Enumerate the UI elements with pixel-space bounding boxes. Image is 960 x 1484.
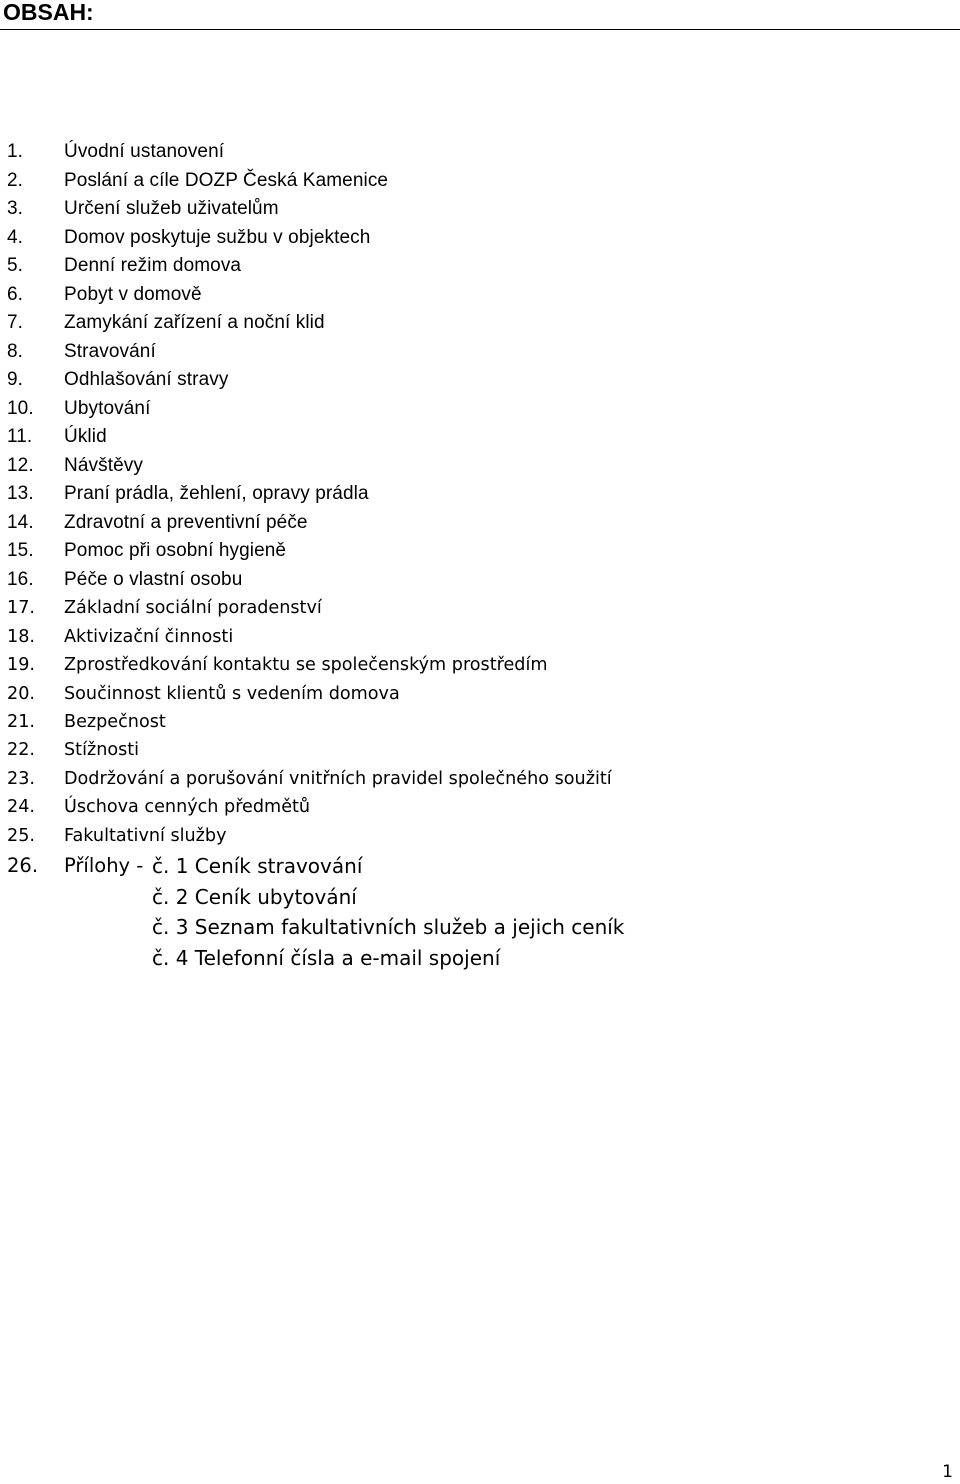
page-number: 1 [942, 1462, 953, 1482]
toc-item-label: Zamykání zařízení a noční klid [64, 312, 325, 333]
toc-item-number: 17. [7, 598, 35, 618]
toc-item-number: 3. [7, 198, 24, 219]
toc-item-label: Pobyt v domově [64, 284, 202, 305]
toc-item-number: 19. [7, 655, 35, 675]
toc-item-number: 18. [7, 627, 35, 647]
toc-item-number: 1. [7, 141, 24, 162]
toc-item-number: 23. [7, 769, 35, 789]
toc-item-label: Denní režim domova [64, 255, 242, 276]
toc-item-label: Zdravotní a preventivní péče [64, 512, 308, 533]
toc-item-label: Úschova cenných předmětů [64, 797, 311, 817]
toc-item-number: 2. [7, 170, 24, 191]
toc-item-label: Poslání a cíle DOZP Česká Kamenice [64, 170, 389, 191]
toc-item-number: 8. [7, 341, 24, 362]
toc-item-number: 9. [7, 369, 24, 390]
toc-item-number: 15. [7, 540, 34, 561]
toc-item-label: Součinnost klientů s vedením domova [64, 684, 400, 704]
toc-item-label: Aktivizační činnosti [64, 627, 234, 647]
toc-item-number: 22. [7, 740, 35, 760]
toc-item-number: 4. [7, 227, 24, 248]
toc-item-number: 14. [7, 512, 34, 533]
toc-item-label: Dodržování a porušování vnitřních pravidel společného soužití [64, 769, 612, 789]
toc-item-number: 24. [7, 797, 35, 817]
toc-item-label: Ubytování [64, 398, 151, 419]
toc-item-label: Úklid [64, 426, 107, 447]
toc-item-number: 20. [7, 684, 35, 704]
toc-item-label: Stravování [64, 341, 156, 362]
annex-lead-label: Přílohy - [64, 854, 144, 877]
toc-item-label: Úvodní ustanovení [64, 141, 225, 162]
toc-item-label: Odhlašování stravy [64, 369, 229, 390]
toc-item-label: Určení služeb uživatelům [64, 198, 279, 219]
annex-entry: č. 2 Ceník ubytování [152, 885, 357, 909]
annex-entry: č. 1 Ceník stravování [152, 854, 363, 878]
toc-item-number: 6. [7, 284, 24, 305]
toc-item-label: Domov poskytuje sužbu v objektech [64, 227, 371, 248]
annex-entry: č. 4 Telefonní čísla a e-mail spojení [152, 946, 501, 970]
toc-item-number: 5. [7, 255, 24, 276]
toc-item-number: 16. [7, 569, 34, 590]
toc-item-number: 13. [7, 483, 34, 504]
toc-item-label: Fakultativní služby [64, 826, 227, 846]
toc-item-label: Zprostředkování kontaktu se společenským prostředím [64, 655, 548, 675]
document-heading: OBSAH: [3, 0, 94, 25]
toc-item-number: 21. [7, 712, 35, 732]
toc-item-label: Pomoc při osobní hygieně [64, 540, 287, 561]
toc-item-number: 26. [7, 854, 39, 877]
toc-item-label: Bezpečnost [64, 712, 166, 732]
toc-item-label: Péče o vlastní osobu [64, 569, 243, 590]
toc-item-number: 7. [7, 312, 24, 333]
toc-item-label: Základní sociální poradenství [64, 598, 322, 618]
toc-item-number: 12. [7, 455, 34, 476]
toc-item-number: 10. [7, 398, 34, 419]
toc-item-label: Stížnosti [64, 740, 140, 760]
annex-entry: č. 3 Seznam fakultativních služeb a jejich ceník [152, 915, 625, 939]
toc-item-number: 11. [7, 426, 33, 447]
toc-item-label: Návštěvy [64, 455, 143, 476]
toc-item-label: Praní prádla, žehlení, opravy prádla [64, 483, 369, 504]
toc-item-number: 25. [7, 826, 35, 846]
